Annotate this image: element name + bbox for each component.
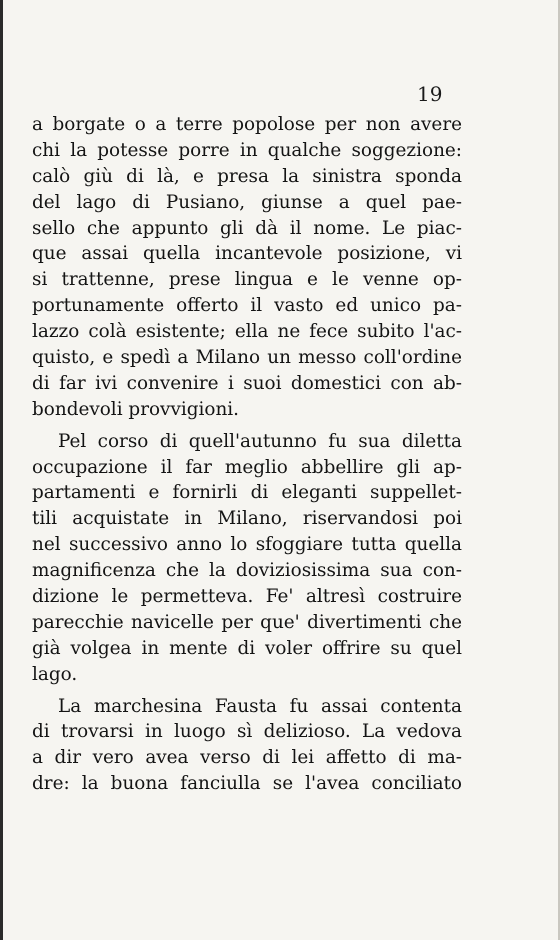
text-line: del lago di Pusiano, giunse a quel pae- bbox=[32, 191, 462, 213]
text-line: occupazione il far meglio abbellire gli ap- bbox=[32, 456, 462, 478]
text-line: parecchie navicelle per que' divertimenti che bbox=[32, 611, 462, 633]
body-text bbox=[32, 112, 462, 797]
text-line: si trattenne, prese lingua e le venne op- bbox=[32, 269, 462, 291]
page-number: 19 bbox=[417, 82, 443, 106]
text-line: lago. bbox=[32, 663, 78, 685]
text-line: già volgea in mente di voler offrire su quel bbox=[32, 637, 462, 659]
text-line: chi la potesse porre in qualche soggezione: bbox=[32, 139, 462, 161]
page-binding-edge bbox=[0, 0, 3, 940]
paragraph-2 bbox=[32, 429, 462, 688]
text-line: magnificenza che la doviziosissima sua con- bbox=[32, 560, 462, 582]
paragraph-1 bbox=[32, 112, 462, 423]
text-line: calò giù di là, e presa la sinistra sponda bbox=[32, 165, 462, 187]
text-line: quisto, e spedì a Milano un messo coll'ordine bbox=[32, 347, 462, 369]
text-line: La marchesina Fausta fu assai contenta bbox=[58, 695, 462, 717]
text-line: tili acquistate in Milano, riservandosi poi bbox=[32, 508, 462, 530]
paragraph-3 bbox=[32, 694, 462, 798]
text-line: di trovarsi in luogo sì delizioso. La vedova bbox=[32, 721, 462, 743]
text-line: a borgate o a terre popolose per non avere bbox=[32, 114, 462, 135]
text-line: bondevoli provvigioni. bbox=[32, 398, 240, 420]
text-line: que assai quella incantevole posizione, vi bbox=[32, 243, 462, 265]
text-line: dizione le permetteva. Fe' altresì costruire bbox=[32, 586, 462, 608]
text-line: di far ivi convenire i suoi domestici con ab- bbox=[32, 372, 462, 394]
text-line: a dir vero avea verso di lei affetto di ma- bbox=[32, 747, 462, 769]
text-line: Pel corso di quell'autunno fu sua diletta bbox=[58, 430, 462, 452]
text-line: nel successivo anno lo sfoggiare tutta quella bbox=[32, 534, 462, 556]
text-line: lazzo colà esistente; ella ne fece subito l'ac- bbox=[32, 321, 462, 343]
text-line: partamenti e fornirli di eleganti suppellet- bbox=[32, 482, 462, 504]
text-line: dre: la buona fanciulla se l'avea conciliato bbox=[32, 773, 462, 795]
text-line: sello che appunto gli dà il nome. Le piac- bbox=[32, 217, 462, 239]
text-line: portunamente offerto il vasto ed unico pa- bbox=[32, 295, 462, 317]
